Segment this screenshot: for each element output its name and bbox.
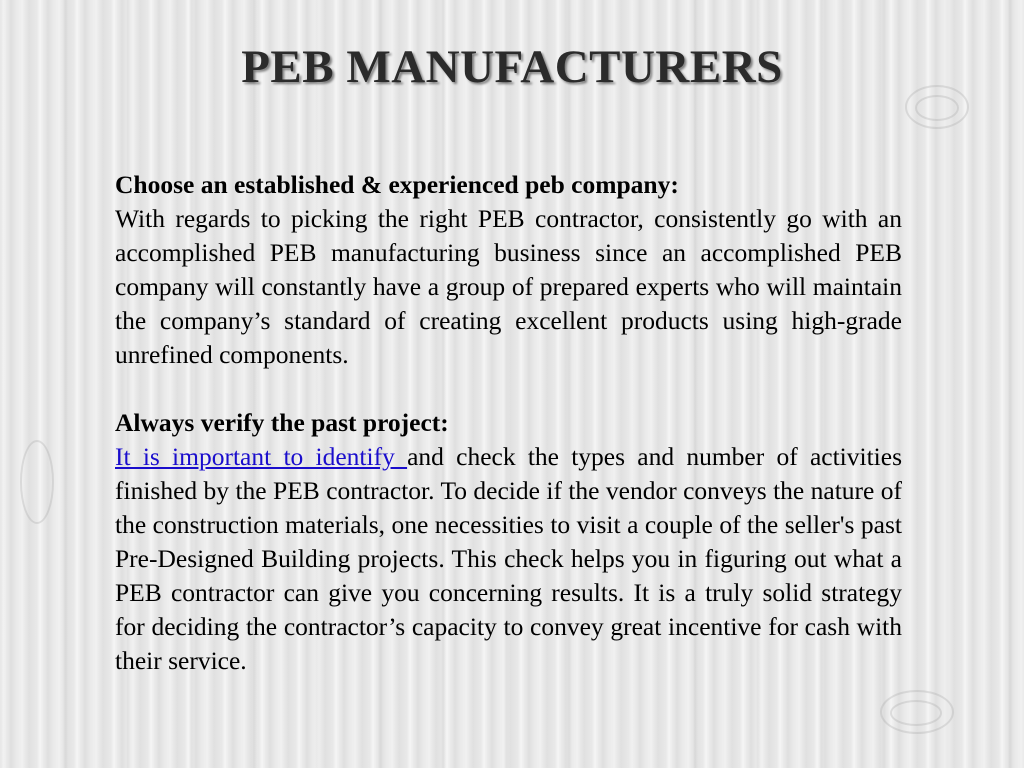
page-title: PEB MANUFACTURERS [241, 41, 783, 93]
wood-knot-decoration [20, 440, 54, 524]
section-body-past-project [115, 440, 902, 678]
wood-knot-decoration [890, 700, 942, 726]
identify-link[interactable]: It is important to identify [115, 442, 408, 471]
main-content [115, 168, 902, 678]
section-heading-established-company: Choose an established & experienced peb company: [115, 170, 679, 199]
section-body-established-company: With regards to picking the right PEB contractor, consistently go with an accomplished PEB manufacturing business since an accomplished PEB company will constantly have a group of prepared experts who will maintain the company’s standard of creating excellent products using high-grade unrefined components. [115, 204, 902, 369]
section-body-past-project-text: and check the types and number of activities finished by the PEB contractor. To decide if the vendor conveys the nature of the construction materials, one necessities to visit a couple of the seller's past Pre-Designed Building projects. This check helps you in figuring out what a PEB contractor can give you concerning results. It is a truly solid strategy for deciding the contractor’s capacity to convey great incentive for cash with their service. [115, 442, 902, 675]
section-spacer [115, 372, 902, 406]
wood-knot-decoration [915, 95, 959, 121]
section-heading-past-project: Always verify the past project: [115, 408, 449, 437]
